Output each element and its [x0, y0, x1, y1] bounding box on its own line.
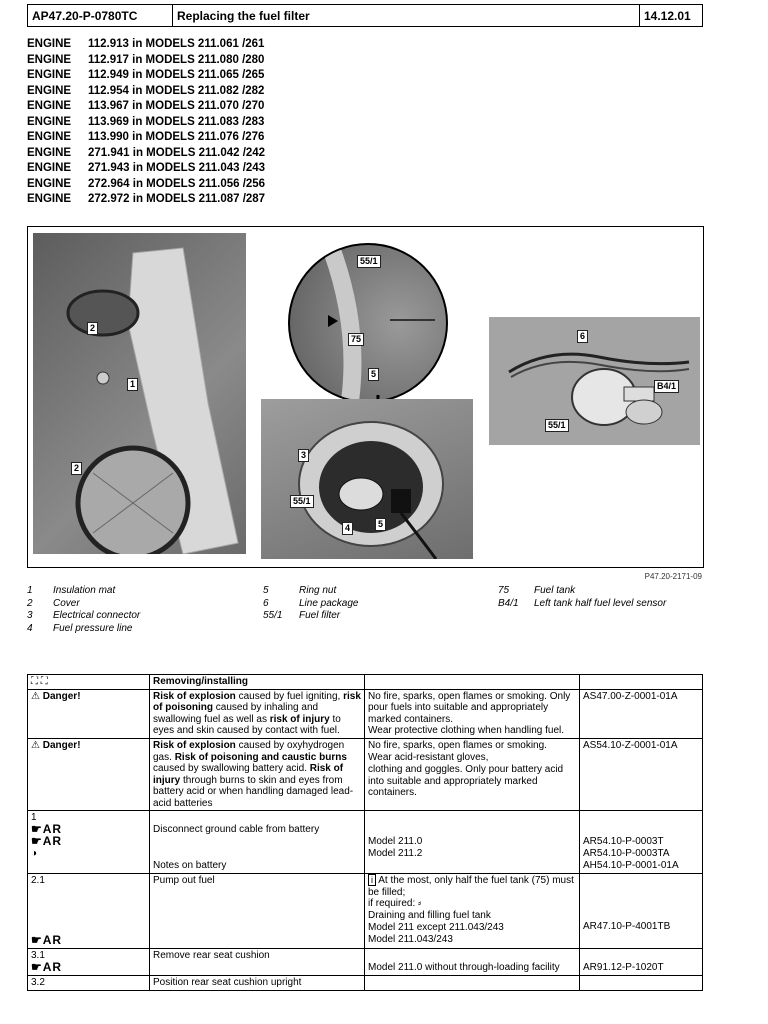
legend-column-3 [498, 585, 666, 610]
ar-icon: ☛AR [31, 960, 63, 974]
engine-row: ENGINE 271.943 in MODELS 211.043 /243 [27, 162, 266, 174]
table-row: 3.2 Position rear seat cushion upright [28, 976, 703, 991]
procedure-table [27, 674, 703, 991]
legend-column-1 [27, 585, 140, 636]
engine-row: ENGINE 113.990 in MODELS 211.076 /276 [27, 131, 265, 143]
info-box-icon: i [368, 874, 376, 886]
reference-code: AS54.10-Z-0001-01A [580, 739, 703, 811]
legend-item: 6 Line package [263, 597, 359, 609]
figure-panel [27, 226, 704, 568]
callout-label: 5 [368, 368, 379, 381]
callout-label: 3 [298, 449, 309, 462]
callout-label: 55/1 [545, 419, 569, 432]
ar-icon: ☛AR [31, 822, 63, 836]
callout-label: 5 [375, 518, 386, 531]
filter-opening-illustration [261, 399, 473, 559]
engine-row: ENGINE 112.913 in MODELS 211.061 /261 [27, 38, 265, 50]
legend-item: 5 Ring nut [263, 585, 337, 596]
photo-fuel-filter-opening [261, 399, 473, 559]
engine-row: ENGINE 272.972 in MODELS 211.087 /287 [27, 193, 266, 205]
engine-row: ENGINE 113.969 in MODELS 211.083 /283 [27, 115, 265, 128]
photo-insulation-mat [33, 233, 246, 554]
document-date: 14.12.01 [644, 8, 691, 23]
table-row: 2.1 ☛AR Pump out fuel i At the most, only half the fuel tank (75) must be filled; if required: ⸗ Draining and filling fuel tank Model 211 except 211.043/243 Model 211.043/243 AR47.10-P-4001TB [28, 874, 703, 949]
legend-item: 3 Electrical connector [27, 610, 141, 622]
callout-label: 2 [71, 462, 82, 475]
engine-row: ENGINE 112.954 in MODELS 211.082 /282 [27, 84, 265, 97]
document-header [27, 4, 703, 27]
table-header-row [28, 675, 703, 690]
legend-item: 4 Fuel pressure line [27, 623, 133, 635]
insulation-mat-illustration [33, 233, 246, 554]
document-title: Replacing the fuel filter [173, 5, 640, 26]
document-id: AP47.20-P-0780TC [28, 5, 173, 26]
legend-item: 1 Insulation mat [27, 585, 116, 596]
engine-row: ENGINE 112.949 in MODELS 211.065 /265 [27, 69, 265, 81]
engine-row: ENGINE 113.967 in MODELS 211.070 /270 [27, 100, 265, 112]
callout-label: B4/1 [654, 380, 679, 393]
header-icons: ⛶ ⛶ [28, 675, 150, 690]
engine-row: ENGINE 271.941 in MODELS 211.042 /242 [27, 146, 266, 159]
figure-reference: P47.20-2171-09 [644, 572, 702, 581]
callout-label: 55/1 [357, 255, 381, 268]
engine-row: ENGINE 112.917 in MODELS 211.080 /280 [27, 53, 265, 66]
warning-triangle-icon: ⚠ [31, 690, 40, 702]
callout-label: 6 [577, 330, 588, 343]
callout-label: 4 [342, 522, 353, 535]
legend-column-2 [263, 585, 359, 623]
legend-item: 2 Cover [27, 597, 80, 609]
table-row: ⚠ Danger! Risk of explosion caused by oxyhydrogen gas. Risk of poisoning and caustic burns caused by swallowing battery acid. Risk of injury through burns to skin and eyes from battery acid or when handling damaged lead-acid batteries No fire, sparks, open flames or smoking. Wear acid-resistant gloves, clothing and goggles. Only pour battery acid into suitable and appropriately marked containers. AS54.10-Z-0001-01A [28, 739, 703, 811]
header-title: Removing/installing [150, 675, 365, 690]
table-row: 1 ☛AR ☛AR ◑ Disconnect ground cable from battery Notes on battery Model 211.0 Model 211.2 AR54.10-P-0003T AR54.10-P-0003TA AH54.10-P-0001-01A [28, 811, 703, 874]
callout-label: 75 [348, 333, 364, 346]
info-circle-icon: ◑ [31, 848, 38, 859]
ar-icon: ☛AR [31, 834, 63, 848]
legend-item: 55/1 Fuel filter [263, 610, 341, 622]
table-row: 3.1 ☛AR Remove rear seat cushion Model 211.0 without through-loading facility AR91.12-P-1020T [28, 949, 703, 976]
legend-item: B4/1 Left tank half fuel level sensor [498, 597, 667, 609]
callout-label: 2 [87, 322, 98, 335]
callout-label: 55/1 [290, 495, 314, 508]
callout-label: 1 [127, 378, 138, 391]
reference-code: AS47.00-Z-0001-01A [580, 689, 703, 739]
warning-triangle-icon: ⚠ [31, 740, 40, 751]
engine-row: ENGINE 272.964 in MODELS 211.056 /256 [27, 177, 266, 190]
ar-icon: ☛AR [31, 933, 63, 947]
engine-list [27, 37, 265, 208]
table-row: ⚠ Danger! Risk of explosion caused by fuel igniting, risk of poisoning caused by inhaling and swallowing fuel as well as risk of injury to eyes and skin caused by contact with fuel. No fire, sparks, open flames or smoking. Only pour fuels into suitable and appropriately marked containers. Wear protective clothing when handling fuel. AS47.00-Z-0001-01A [28, 689, 703, 739]
legend-item: 75 Fuel tank [498, 585, 576, 596]
